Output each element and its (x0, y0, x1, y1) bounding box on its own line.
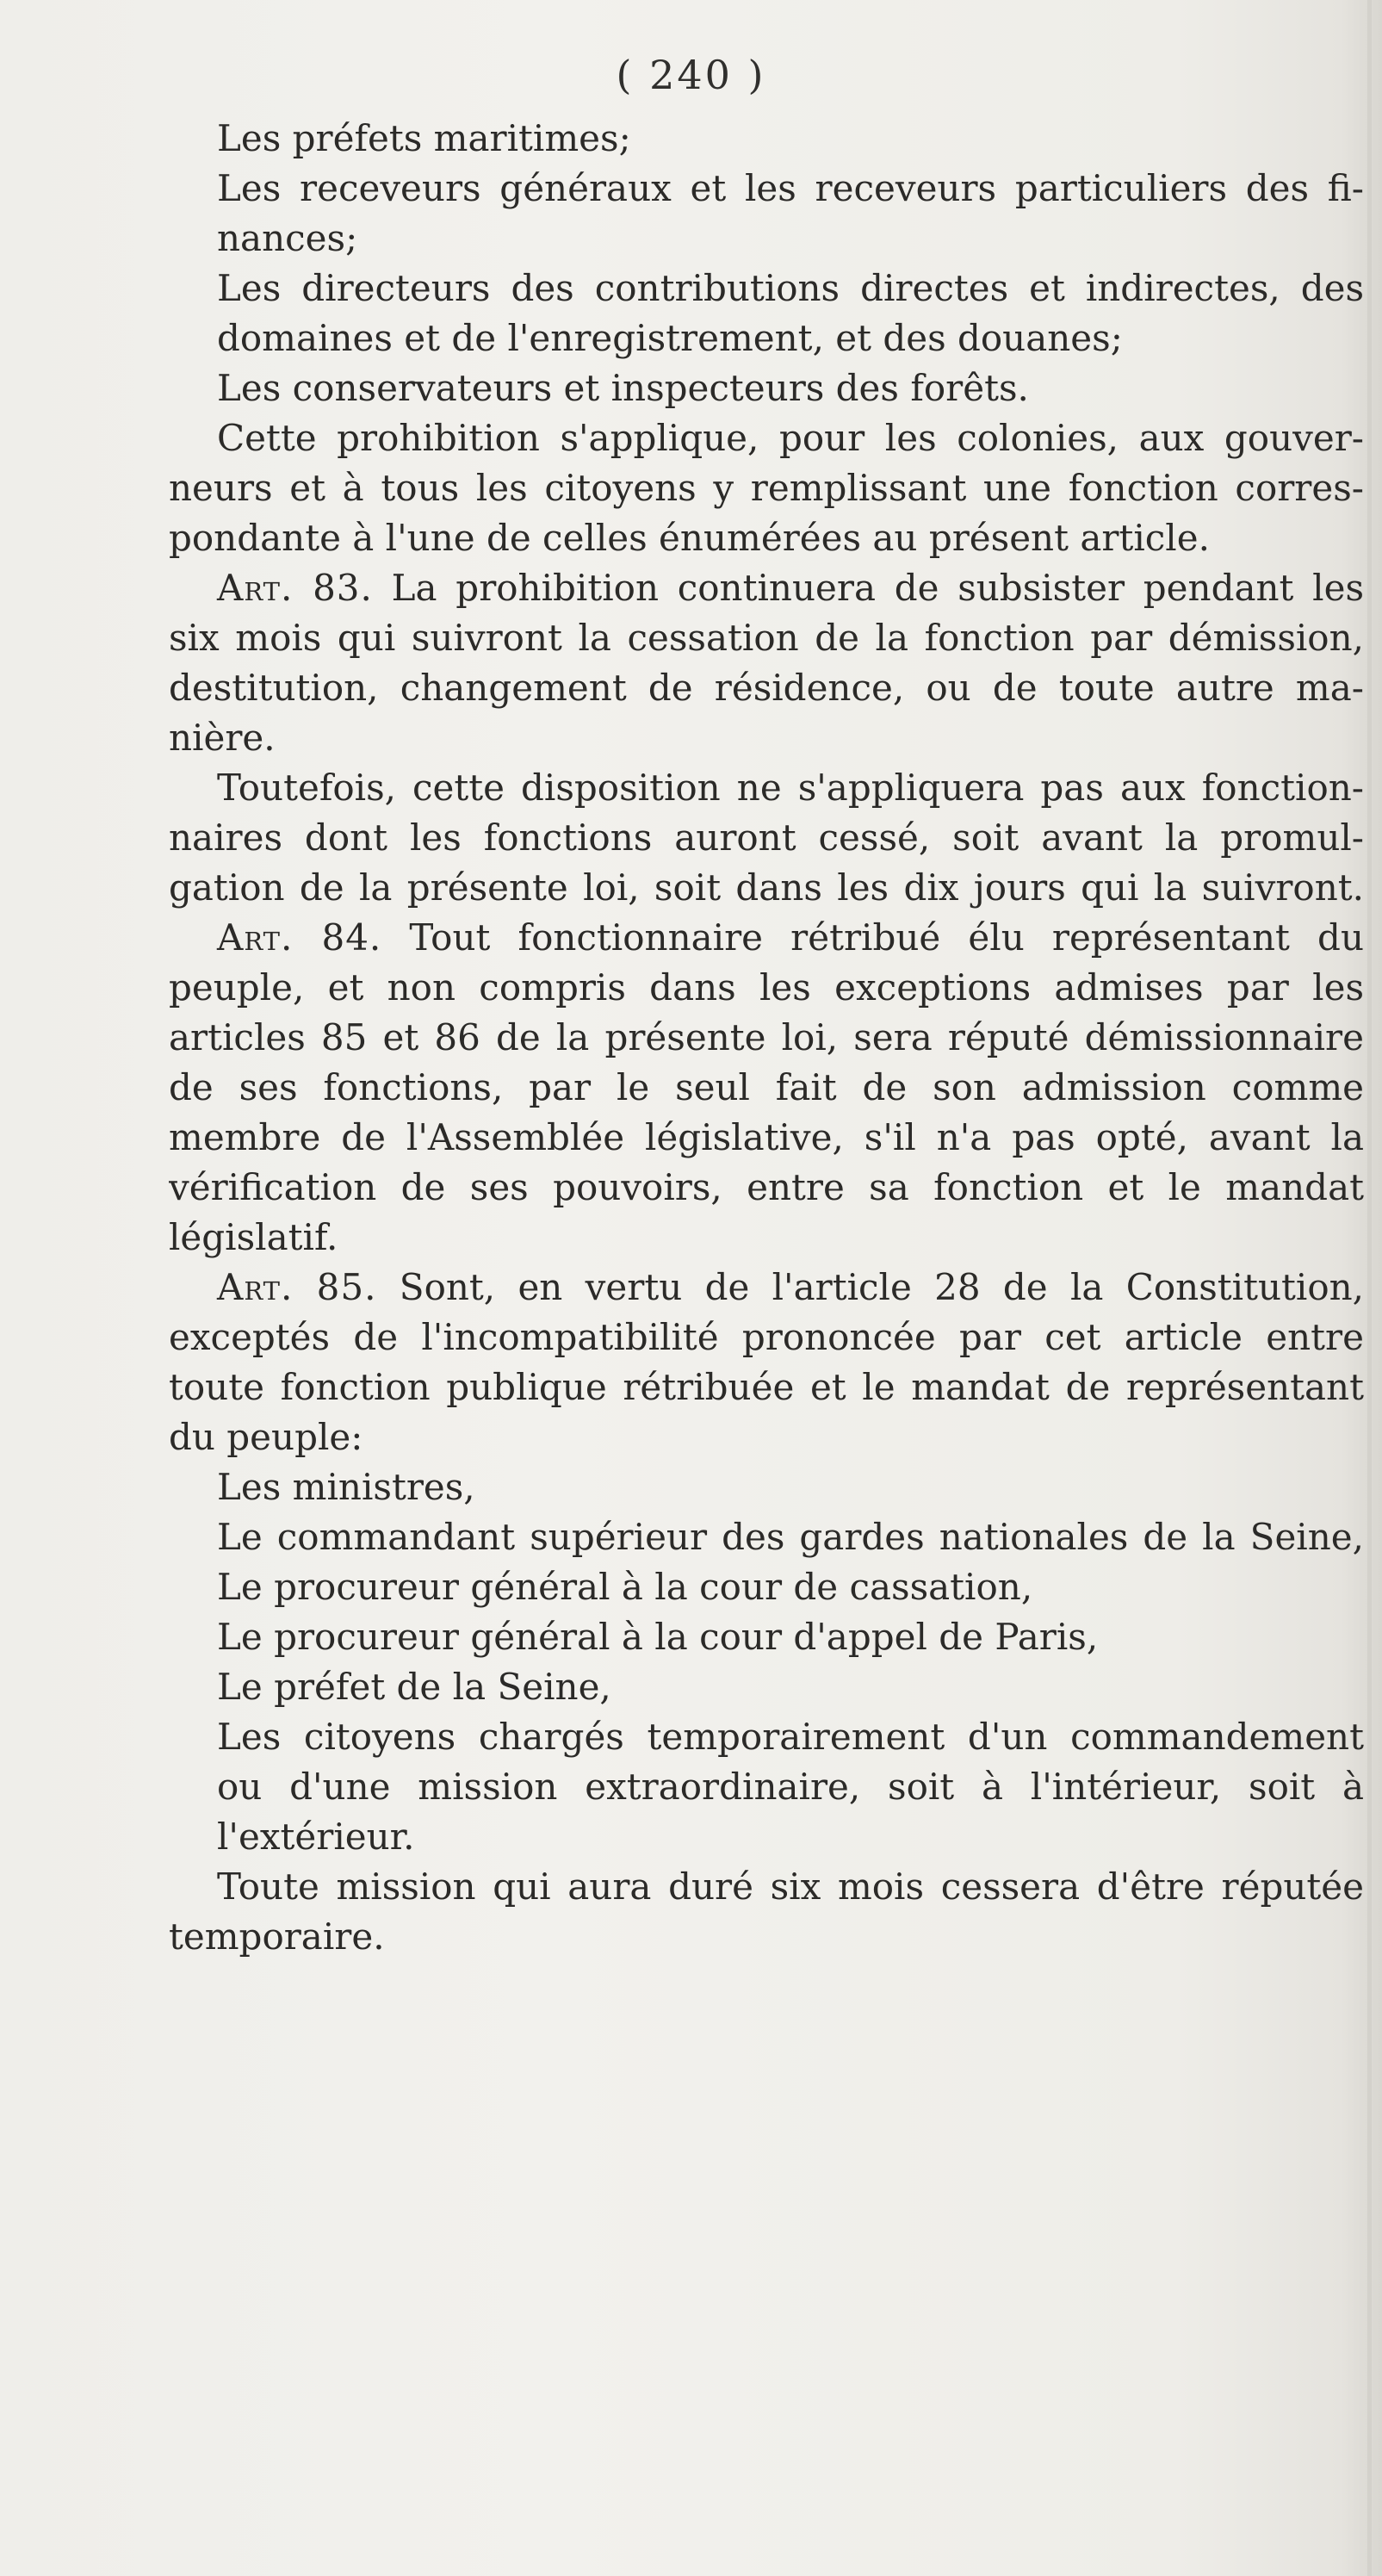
text-line (169, 1762, 1364, 1812)
text-line (169, 1562, 1364, 1612)
line-text: Le préfet de la Seine, (217, 1666, 611, 1708)
text-line (169, 813, 1364, 863)
line-text: Les receveurs généraux et les receveurs particuliers des fi- (217, 167, 1364, 209)
article-number: Art. 85. (217, 1266, 377, 1308)
text-line (169, 1812, 1364, 1862)
text-line (169, 1612, 1364, 1662)
text-line (169, 264, 1364, 313)
line-text: gation de la présente loi, soit dans les dix jours qui la suivront. (169, 866, 1364, 909)
line-text: vérification de ses pouvoirs, entre sa fonction et le mandat (169, 1166, 1364, 1208)
text-line (169, 1013, 1364, 1063)
text-line (169, 1313, 1364, 1362)
text-line (169, 413, 1364, 463)
line-text: législatif. (169, 1216, 338, 1258)
text-line (169, 713, 1364, 763)
page-text (169, 114, 1364, 1962)
text-line (169, 1412, 1364, 1462)
text-line (169, 164, 1364, 214)
text-line (169, 913, 1364, 963)
text-line (169, 313, 1364, 363)
line-text: Toute mission qui aura duré six mois cessera d'être réputée (217, 1865, 1364, 1908)
line-text: l'extérieur. (217, 1816, 415, 1858)
text-line (169, 513, 1364, 563)
text-line (169, 1512, 1364, 1562)
line-text: ou d'une mission extraordinaire, soit à l'intérieur, soit à (217, 1766, 1364, 1808)
text-line (169, 1263, 1364, 1313)
line-text: du peuple: (169, 1416, 363, 1458)
text-line (169, 1063, 1364, 1113)
line-text: Le commandant supérieur des gardes nationales de la Seine, (217, 1516, 1364, 1558)
line-text: naires dont les fonctions auront cessé, soit avant la promul- (169, 816, 1364, 859)
text-line (169, 963, 1364, 1013)
line-text: Sont, en vertu de l'article 28 de la Constitution, (399, 1266, 1364, 1308)
text-line (169, 663, 1364, 713)
line-text: temporaire. (169, 1915, 385, 1958)
line-text: Cette prohibition s'applique, pour les colonies, aux gouver- (217, 417, 1364, 459)
text-line (169, 363, 1364, 413)
line-text: Les citoyens chargés temporairement d'un commandement (217, 1716, 1364, 1758)
line-text: six mois qui suivront la cessation de la fonction par démission, (169, 617, 1364, 659)
text-line (169, 613, 1364, 663)
text-line (169, 863, 1364, 913)
page-number: ( 240 ) (616, 52, 766, 98)
line-text: nances; (217, 217, 358, 259)
line-text: domaines et de l'enregistrement, et des douanes; (217, 317, 1123, 359)
text-line (169, 1362, 1364, 1412)
line-text: Les conservateurs et inspecteurs des forêts. (217, 367, 1029, 409)
line-text: pondante à l'une de celles énumérées au présent article. (169, 517, 1210, 559)
line-text: Le procureur général à la cour d'appel de Paris, (217, 1616, 1099, 1658)
article-number: Art. 84. (217, 916, 382, 959)
text-line (169, 1213, 1364, 1263)
page-edge (1367, 0, 1372, 2576)
line-text: de ses fonctions, par le seul fait de son admission comme (169, 1066, 1364, 1108)
line-text: peuple, et non compris dans les exceptions admises par les (169, 966, 1364, 1009)
line-text: Les ministres, (217, 1466, 475, 1508)
line-text: toute fonction publique rétribuée et le mandat de représentant (169, 1366, 1364, 1408)
line-text: Les directeurs des contributions directes et indirectes, des (217, 267, 1364, 309)
text-line (169, 1462, 1364, 1512)
line-text: membre de l'Assemblée législative, s'il n'a pas opté, avant la (169, 1116, 1364, 1158)
line-text: neurs et à tous les citoyens y remplissant une fonction corres- (169, 467, 1364, 509)
line-text: Tout fonctionnaire rétribué élu représentant du (409, 916, 1364, 959)
text-line (169, 563, 1364, 613)
text-line (169, 1712, 1364, 1762)
text-line (169, 1912, 1364, 1962)
text-line (169, 1662, 1364, 1712)
line-text: Le procureur général à la cour de cassation, (217, 1566, 1033, 1608)
article-number: Art. 83. (217, 567, 373, 609)
line-text: articles 85 et 86 de la présente loi, sera réputé démissionnaire (169, 1016, 1364, 1058)
line-text: Les préfets maritimes; (217, 117, 631, 159)
line-text: exceptés de l'incompatibilité prononcée par cet article entre (169, 1316, 1364, 1358)
text-line (169, 1163, 1364, 1213)
line-text: nière. (169, 717, 276, 759)
line-text: Toutefois, cette disposition ne s'appliquera pas aux fonction- (217, 767, 1364, 809)
text-line (169, 214, 1364, 264)
text-line (169, 763, 1364, 813)
line-text: La prohibition continuera de subsister pendant les (391, 567, 1364, 609)
text-line (169, 1113, 1364, 1163)
text-line (169, 114, 1364, 164)
line-text: destitution, changement de résidence, ou de toute autre ma- (169, 667, 1364, 709)
text-line (169, 1862, 1364, 1912)
text-line (169, 463, 1364, 513)
